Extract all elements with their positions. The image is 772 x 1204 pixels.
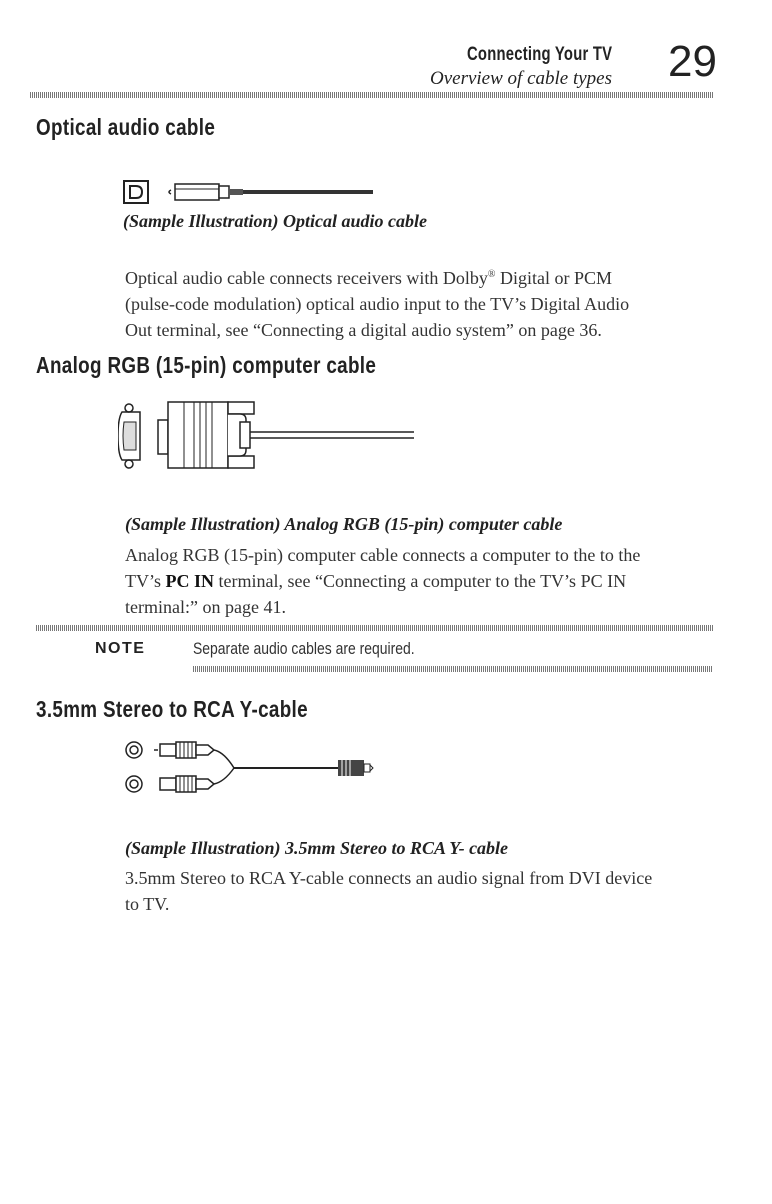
note-top-rule [36, 625, 713, 631]
optical-cable-illustration [123, 178, 383, 208]
section-title-optical: Optical audio cable [36, 114, 216, 140]
optical-caption: (Sample Illustration) Optical audio cable [123, 211, 428, 231]
stereo-caption: (Sample Illustration) 3.5mm Stereo to RCA Y- cable [125, 838, 509, 858]
optical-description: Optical audio cable connects receivers with Dolby® Digital or PCM (pulse-code modulation) optical audio input to the TV’s Digital Audio Out terminal, see “Connecting a digital audio system” on page 36. [125, 268, 630, 340]
header-rule [30, 92, 713, 98]
note-text: Separate audio cables are required. [193, 639, 415, 658]
rgb-cable-illustration [118, 398, 418, 473]
section-subtitle: Overview of cable types [429, 68, 612, 89]
chapter-title: Connecting Your TV [466, 44, 612, 65]
section-title-rgb: Analog RGB (15-pin) computer cable [36, 352, 377, 378]
rgb-description: Analog RGB (15-pin) computer cable connects a computer to the to the TV’s PC IN terminal, see “Connecting a computer to the TV’s PC IN terminal:” on page 41. [125, 545, 641, 617]
section-title-stereo: 3.5mm Stereo to RCA Y-cable [36, 696, 308, 722]
page-number: 29 [668, 37, 717, 86]
rgb-caption: (Sample Illustration) Analog RGB (15-pin) computer cable [125, 514, 563, 534]
note-label: NOTE [95, 640, 146, 657]
stereo-cable-illustration [124, 740, 374, 800]
stereo-description: 3.5mm Stereo to RCA Y-cable connects an audio signal from DVI device to TV. [125, 868, 653, 914]
note-bottom-rule [193, 666, 713, 672]
page-header [0, 0, 772, 100]
